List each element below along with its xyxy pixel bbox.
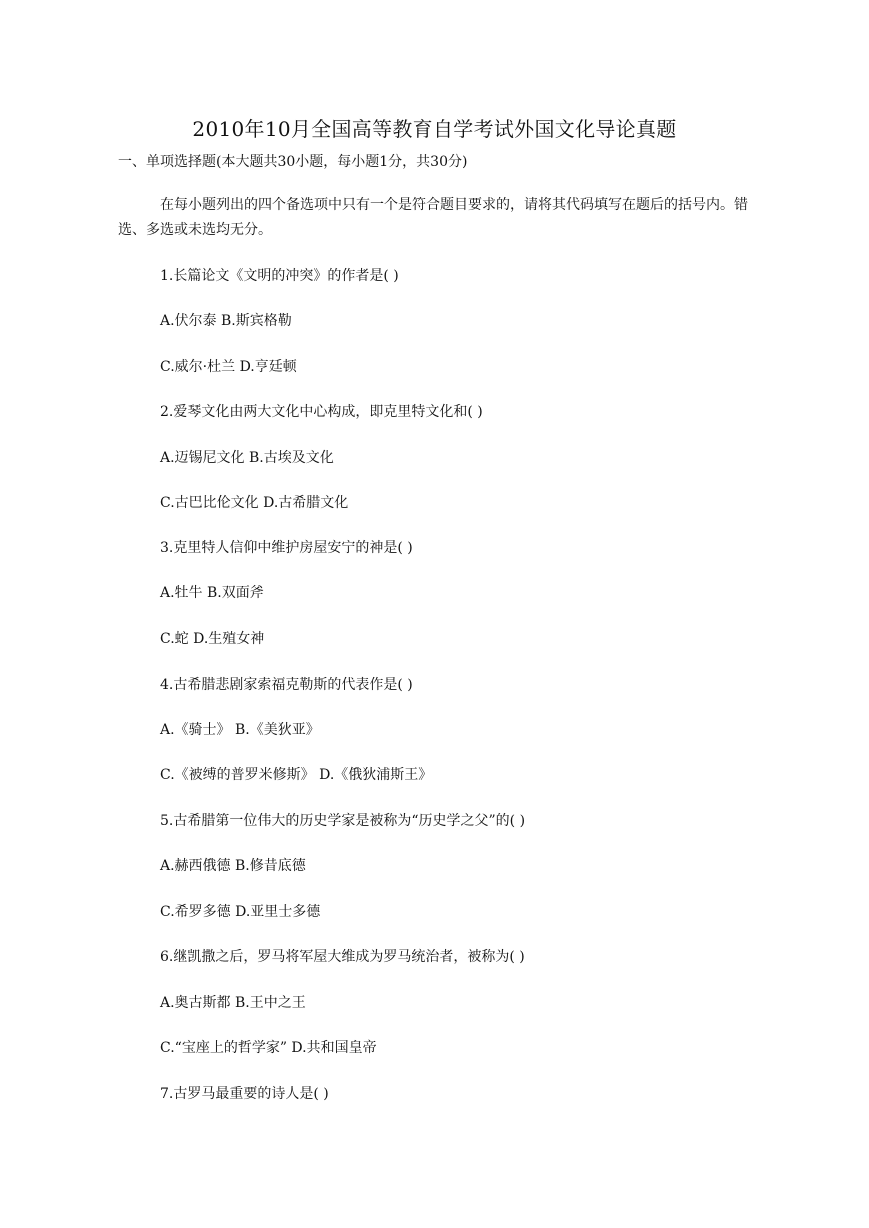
question-4: 4.古希腊悲剧家索福克勒斯的代表作是( ) (160, 677, 413, 693)
question-3: 3.克里特人信仰中维护房屋安宁的神是( ) (160, 540, 413, 556)
question-4-options-cd: C.《被缚的普罗米修斯》 D.《俄狄浦斯王》 (160, 767, 433, 783)
question-1: 1.长篇论文《文明的冲突》的作者是( ) (160, 268, 399, 284)
question-6-options-ab: A.奥古斯都 B.王中之王 (160, 995, 306, 1011)
question-5-options-ab: A.赫西俄德 B.修昔底德 (160, 858, 306, 874)
question-2: 2.爱琴文化由两大文化中心构成，即克里特文化和( ) (160, 404, 483, 420)
question-3-options-ab: A.牡牛 B.双面斧 (160, 585, 264, 601)
question-1-options-ab: A.伏尔泰 B.斯宾格勒 (160, 313, 292, 329)
question-2-options-ab: A.迈锡尼文化 B.古埃及文化 (160, 450, 334, 466)
question-6-options-cd: C.“宝座上的哲学家” D.共和国皇帝 (160, 1040, 377, 1056)
question-5-options-cd: C.希罗多德 D.亚里士多德 (160, 904, 321, 920)
question-7: 7.古罗马最重要的诗人是( ) (160, 1086, 329, 1102)
question-2-options-cd: C.古巴比伦文化 D.古希腊文化 (160, 495, 349, 511)
question-3-options-cd: C.蛇 D.生殖女神 (160, 631, 265, 647)
question-1-options-cd: C.威尔·杜兰 D.亨廷顿 (160, 359, 297, 375)
question-4-options-ab: A.《骑士》 B.《美狄亚》 (160, 722, 320, 738)
question-5: 5.古希腊第一位伟大的历史学家是被称为“历史学之父”的( ) (160, 813, 526, 829)
instructions-paragraph: 在每小题列出的四个备选项中只有一个是符合题目要求的，请将其代码填写在题后的括号内。错选、多选或未选均无分。 (118, 197, 748, 238)
section-heading: 一、单项选择题(本大题共30小题，每小题1分，共30分) (118, 154, 468, 170)
document-title: 2010年10月全国高等教育自学考试外国文化导论真题 (192, 117, 677, 141)
question-6: 6.继凯撒之后，罗马将军屋大维成为罗马统治者，被称为( ) (160, 949, 525, 965)
